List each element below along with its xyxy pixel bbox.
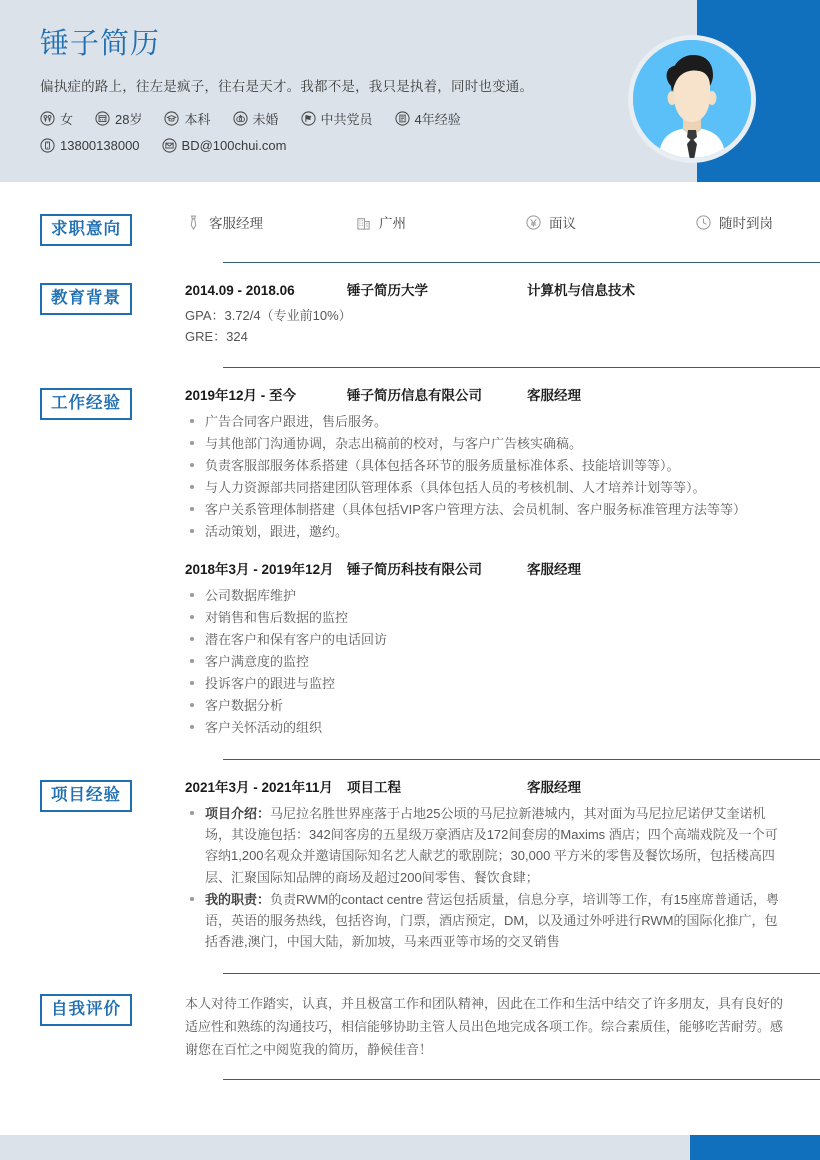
section-education <box>40 281 785 351</box>
project-bullets <box>185 803 785 951</box>
education-major: 计算机与信息技术 <box>527 282 635 298</box>
meta-education-label: 本科 <box>184 112 211 128</box>
contact-phone <box>40 138 140 153</box>
section-badge-self-evaluation: 自我评价 <box>40 994 132 1026</box>
education-gpa: GPA：3.72/4（专业前10%） <box>185 307 352 323</box>
contact-phone-label: 13800138000 <box>60 138 140 154</box>
meta-gender-label: 女 <box>60 112 74 128</box>
work-entry-head <box>185 560 785 581</box>
work-company: 锤子简历信息有限公司 <box>347 387 482 403</box>
section-work-experience <box>40 386 785 743</box>
work-company: 锤子简历科技有限公司 <box>347 562 482 578</box>
work-date: 2018年3月 - 2019年12月 <box>185 562 334 578</box>
project-role: 客服经理 <box>527 780 581 796</box>
project-entry-head <box>185 778 785 799</box>
project-name: 项目工程 <box>347 780 401 796</box>
contact-email <box>162 138 287 153</box>
intent-availability-label: 随时到岗 <box>719 216 773 231</box>
resume-footer <box>0 1135 820 1160</box>
education-school: 锤子简历大学 <box>347 282 428 298</box>
divider-after-education <box>223 367 820 368</box>
work-entry <box>185 560 785 738</box>
building-icon <box>355 214 372 231</box>
meta-age <box>95 109 142 128</box>
project-experience-body <box>185 778 785 956</box>
section-badge-work-experience: 工作经验 <box>40 388 132 420</box>
list-item: 潜在客户和保有客户的电话回访 <box>185 629 785 650</box>
list-item: 广告合同客户跟进，售后服务。 <box>185 411 785 432</box>
list-item: 投诉客户的跟进与监控 <box>185 673 785 694</box>
divider-after-summary <box>223 1079 820 1080</box>
list-item: 客户满意度的监控 <box>185 651 785 672</box>
meta-marital <box>233 109 279 128</box>
meta-gender <box>40 109 73 128</box>
badge-col-intent <box>40 212 185 246</box>
intent-salary-label: 面议 <box>549 216 576 231</box>
avatar <box>628 35 756 163</box>
divider-after-project <box>223 973 820 974</box>
section-project-experience <box>40 778 785 956</box>
yen-icon <box>525 214 542 231</box>
divider-after-work <box>223 759 820 760</box>
political-party-icon <box>301 111 316 126</box>
person-avatar-icon <box>633 40 751 158</box>
work-role: 客服经理 <box>527 387 581 403</box>
work-entry <box>185 386 785 542</box>
footer-blue-panel <box>690 1135 820 1160</box>
job-intention-body <box>185 212 785 236</box>
meta-age-label: 28岁 <box>115 112 143 128</box>
section-self-evaluation <box>40 992 785 1065</box>
list-item: 与人力资源部共同搭建团队管理体系（具体包括人员的考核机制、人才培养计划等等）。 <box>185 477 785 498</box>
intent-city-label: 广州 <box>379 216 406 231</box>
meta-political <box>301 109 373 128</box>
education-gre: GRE：324 <box>185 328 248 344</box>
education-cap-icon <box>164 111 179 126</box>
education-date: 2014.09 - 2018.06 <box>185 282 295 298</box>
list-item <box>185 803 785 887</box>
meta-experience <box>395 109 461 128</box>
list-item <box>185 889 785 952</box>
badge-col-education <box>40 281 185 315</box>
meta-education <box>164 109 210 128</box>
section-job-intention <box>40 212 785 246</box>
intent-salary <box>525 212 695 232</box>
list-item: 与其他部门沟通协调，杂志出稿前的校对，与客户广告核实确稿。 <box>185 433 785 454</box>
project-bullet-label: 项目介绍： <box>205 806 271 822</box>
project-entry <box>185 778 785 951</box>
list-item: 公司数据库维护 <box>185 585 785 606</box>
section-badge-education: 教育背景 <box>40 283 132 315</box>
resume-body <box>0 182 820 1080</box>
list-item: 活动策划，跟进，邀约。 <box>185 521 785 542</box>
list-item: 客户关怀活动的组织 <box>185 717 785 738</box>
meta-marital-label: 未婚 <box>252 112 279 128</box>
work-date: 2019年12月 - 至今 <box>185 387 297 403</box>
work-bullets <box>185 585 785 738</box>
education-entry-head <box>185 281 785 302</box>
email-icon <box>162 138 177 153</box>
section-badge-job-intention: 求职意向 <box>40 214 132 246</box>
section-badge-project-experience: 项目经验 <box>40 780 132 812</box>
age-calendar-icon <box>95 111 110 126</box>
badge-col-summary <box>40 992 185 1026</box>
divider-after-intent <box>223 262 820 263</box>
list-item: 客户关系管理体制搭建（具体包括VIP客户管理方法、会员机制、客户服务标准管理方法等等） <box>185 499 785 520</box>
project-date: 2021年3月 - 2021年11月 <box>185 780 333 796</box>
intent-position <box>185 212 355 232</box>
project-bullet-text: 马尼拉名胜世界座落于占地25公顷的马尼拉新港城内，其对面为马尼拉尼诺伊艾奎诺机场，其设施包括：342间客房的五星级万豪酒店及172间套房的Maxims 酒店；四个高端戏院及一个可容纳1,200名观众并邀请国际知名艺人献艺的歌剧院；30,000 平方米的零售及餐饮场所，包括楼高四层、汇聚国际知品牌的商场及超过200间零售、餐饮食肆； <box>205 806 778 885</box>
avatar-photo <box>633 40 751 158</box>
intent-position-label: 客服经理 <box>209 216 263 231</box>
job-intention-row <box>185 212 785 232</box>
clock-icon <box>695 214 712 231</box>
work-role: 客服经理 <box>527 562 581 578</box>
list-item: 客户数据分析 <box>185 695 785 716</box>
list-item: 负责客服部服务体系搭建（具体包括各环节的服务质量标准体系、技能培训等等）。 <box>185 455 785 476</box>
gender-icon <box>40 111 55 126</box>
work-entry-head <box>185 386 785 407</box>
badge-col-project <box>40 778 185 812</box>
tagline: 偏执症的路上，往左是疯子，往右是天才。我都不是，我只是执着，同时也变通。 <box>40 79 534 95</box>
experience-doc-icon <box>395 111 410 126</box>
self-evaluation-body <box>185 992 785 1065</box>
phone-icon <box>40 138 55 153</box>
page-title: 锤子简历 <box>40 28 161 60</box>
project-bullet-label: 我的职责： <box>205 891 271 907</box>
project-bullet-text: 负责RWM的contact centre 营运包括质量，信息分享，培训等工作，有15座席普通话，粤语，英语的服务热线，包括咨询，门票，酒店预定，DM，以及通过外呼进行RWM的国际化推广，包括香港,澳门，中国大陆，新加坡，马来西亚等市场的交叉销售 <box>205 891 779 949</box>
tie-icon <box>185 214 202 231</box>
work-experience-body <box>185 386 785 743</box>
badge-col-work <box>40 386 185 420</box>
list-item: 对销售和售后数据的监控 <box>185 607 785 628</box>
work-bullets <box>185 411 785 542</box>
marital-status-icon <box>233 111 248 126</box>
meta-experience-label: 4年经验 <box>414 112 461 128</box>
intent-availability <box>695 212 820 232</box>
contact-email-label: BD@100chui.com <box>181 138 287 154</box>
meta-political-label: 中共党员 <box>320 112 373 128</box>
resume-header <box>0 0 820 182</box>
intent-city <box>355 212 525 232</box>
education-body <box>185 281 785 351</box>
self-evaluation-text: 本人对待工作踏实，认真，并且极富工作和团队精神，因此在工作和生活中结交了许多朋友，具有良好的适应性和熟练的沟通技巧，相信能够协助主管人员出色地完成各项工作。综合素质佳，能够吃苦耐劳。感谢您在百忙之中阅览我的简历，静候佳音！ <box>185 995 784 1057</box>
